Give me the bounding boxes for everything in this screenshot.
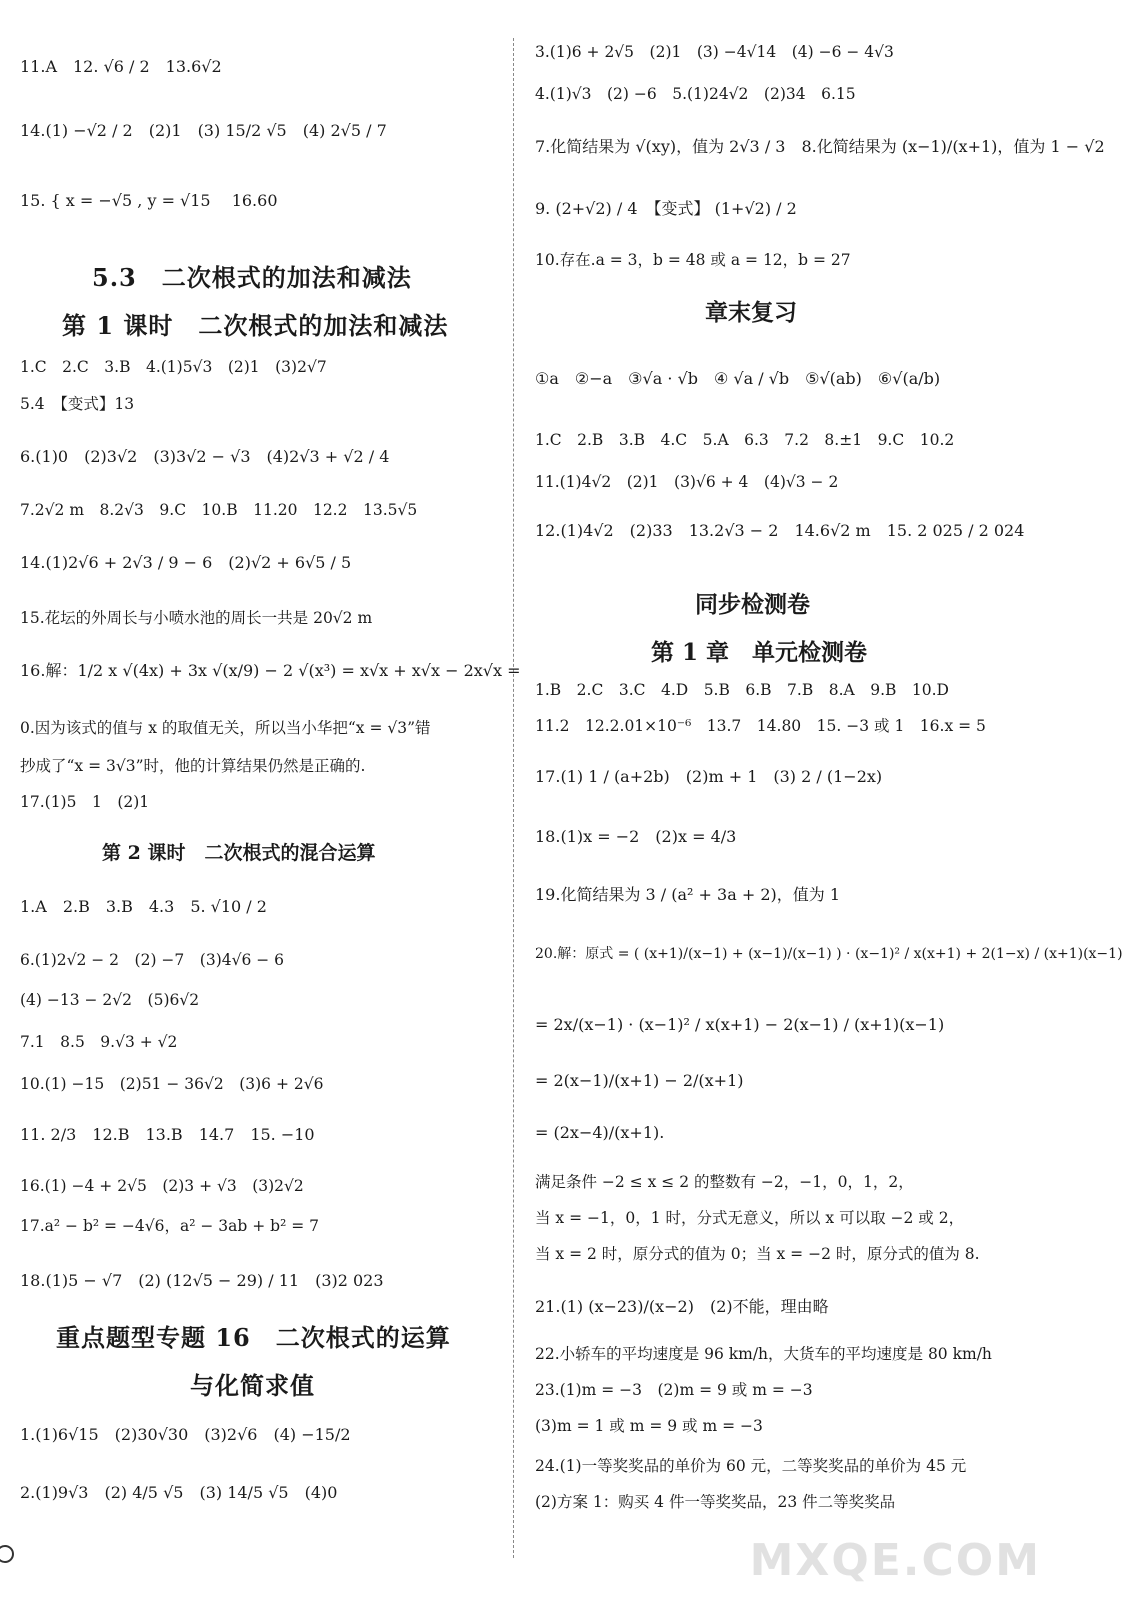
answer-line: 6.(1)2√2 − 2 (2) −7 (3)4√6 − 6 <box>20 951 285 969</box>
section-title: 章末复习 <box>705 299 797 326</box>
answer-line: 当 x = 2 时，原分式的值为 0；当 x = −2 时，原分式的值为 8. <box>535 1245 980 1263</box>
answer-line: = (2x−4)/(x+1). <box>535 1123 665 1142</box>
answer-line: 抄成了“x = 3√3”时，他的计算结果仍然是正确的. <box>20 757 366 775</box>
answer-line: 满足条件 −2 ≤ x ≤ 2 的整数有 −2，−1，0，1，2， <box>535 1173 914 1191</box>
answer-line: (2)方案 1：购买 4 件一等奖奖品，23 件二等奖奖品 <box>535 1493 896 1511</box>
answer-line: 11.A 12. √6 / 2 13.6√2 <box>20 57 222 76</box>
answer-line: = 2x/(x−1) · (x−1)² / x(x+1) − 2(x−1) / (x+1)(x−1) <box>535 1015 945 1034</box>
answer-line: 7.2√2 m 8.2√3 9.C 10.B 11.20 12.2 13.5√5 <box>20 501 418 519</box>
answer-line: 11.2 12.2.01×10⁻⁶ 13.7 14.80 15. −3 或 1 16.x = 5 <box>535 717 986 735</box>
section-title: 同步检测卷 <box>695 591 810 618</box>
answer-line: 17.a² − b² = −4√6，a² − 3ab + b² = 7 <box>20 1217 320 1235</box>
answer-line: 20.解：原式 = ( (x+1)/(x−1) + (x−1)/(x−1) ) · (x−1)² / x(x+1) + 2(1−x) / (x+1)(x−1) <box>535 946 1123 962</box>
answer-line: 当 x = −1，0，1 时，分式无意义，所以 x 可以取 −2 或 2， <box>535 1209 965 1227</box>
answer-line: 23.(1)m = −3 (2)m = 9 或 m = −3 <box>535 1381 813 1399</box>
answer-line: 3.(1)6 + 2√5 (2)1 (3) −4√14 (4) −6 − 4√3 <box>535 43 894 61</box>
lesson-title: 第 1 课时 二次根式的加法和减法 <box>62 311 449 340</box>
answer-line: 15. { x = −√5 , y = √15 16.60 <box>20 191 278 210</box>
answer-line: 1.A 2.B 3.B 4.3 5. √10 / 2 <box>20 897 267 916</box>
column-divider <box>513 38 514 1558</box>
topic-title: 重点题型专题 16 二次根式的运算 <box>56 1323 451 1352</box>
answer-line: 2.(1)9√3 (2) 4/5 √5 (3) 14/5 √5 (4)0 <box>20 1483 338 1502</box>
answer-line: 11. 2/3 12.B 13.B 14.7 15. −10 <box>20 1125 315 1144</box>
answer-line: 19.化简结果为 3 / (a² + 3a + 2)，值为 1 <box>535 885 841 904</box>
section-title: 5.3 二次根式的加法和减法 <box>92 263 412 292</box>
answer-line: 5.4 【变式】13 <box>20 395 135 413</box>
answer-line: 14.(1) −√2 / 2 (2)1 (3) 15/2 √5 (4) 2√5 / 7 <box>20 121 387 140</box>
answer-line: 10.存在.a = 3，b = 48 或 a = 12，b = 27 <box>535 251 851 269</box>
answer-line: 1.C 2.C 3.B 4.(1)5√3 (2)1 (3)2√7 <box>20 358 327 376</box>
answer-line: 18.(1)5 − √7 (2) (12√5 − 29) / 11 (3)2 023 <box>20 1271 384 1290</box>
answer-line: = 2(x−1)/(x+1) − 2/(x+1) <box>535 1071 744 1090</box>
page-number-marker <box>0 1545 14 1563</box>
answer-line: ①a ②−a ③√a · √b ④ √a / √b ⑤√(ab) ⑥√(a/b) <box>535 369 941 388</box>
answer-line: 11.(1)4√2 (2)1 (3)√6 + 4 (4)√3 − 2 <box>535 473 839 491</box>
answer-line: 7.化简结果为 √(xy)，值为 2√3 / 3 8.化简结果为 (x−1)/(x+1)，值为 1 − √2 <box>535 137 1105 156</box>
answer-line: (4) −13 − 2√2 (5)6√2 <box>20 991 200 1009</box>
watermark-logo: MXQE.COM <box>749 1535 1041 1586</box>
answer-line: 16.(1) −4 + 2√5 (2)3 + √3 (3)2√2 <box>20 1177 304 1195</box>
answer-line: 16.解：1/2 x √(4x) + 3x √(x/9) − 2 √(x³) = x√x + x√x − 2x√x = <box>20 661 521 680</box>
answer-line: (3)m = 1 或 m = 9 或 m = −3 <box>535 1417 763 1435</box>
topic-title: 与化简求值 <box>190 1371 315 1400</box>
answer-line: 0.因为该式的值与 x 的取值无关，所以当小华把“x = √3”错 <box>20 719 431 737</box>
section-title: 第 1 章 单元检测卷 <box>651 639 868 666</box>
answer-line: 12.(1)4√2 (2)33 13.2√3 − 2 14.6√2 m 15. 2 025 / 2 024 <box>535 521 1025 540</box>
answer-line: 4.(1)√3 (2) −6 5.(1)24√2 (2)34 6.15 <box>535 85 856 103</box>
lesson-title: 第 2 课时 二次根式的混合运算 <box>102 842 376 864</box>
answer-line: 1.(1)6√15 (2)30√30 (3)2√6 (4) −15/2 <box>20 1425 351 1444</box>
answer-line: 7.1 8.5 9.√3 + √2 <box>20 1033 178 1051</box>
answer-line: 24.(1)一等奖奖品的单价为 60 元，二等奖奖品的单价为 45 元 <box>535 1457 967 1475</box>
answer-line: 14.(1)2√6 + 2√3 / 9 − 6 (2)√2 + 6√5 / 5 <box>20 553 352 572</box>
answer-line: 17.(1) 1 / (a+2b) (2)m + 1 (3) 2 / (1−2x) <box>535 767 883 786</box>
answer-line: 21.(1) (x−23)/(x−2) (2)不能，理由略 <box>535 1297 829 1316</box>
answer-line: 1.C 2.B 3.B 4.C 5.A 6.3 7.2 8.±1 9.C 10.2 <box>535 431 955 449</box>
answer-line: 10.(1) −15 (2)51 − 36√2 (3)6 + 2√6 <box>20 1075 324 1093</box>
answer-line: 6.(1)0 (2)3√2 (3)3√2 − √3 (4)2√3 + √2 / 4 <box>20 447 390 466</box>
answer-line: 9. (2+√2) / 4 【变式】 (1+√2) / 2 <box>535 199 797 218</box>
answer-line: 18.(1)x = −2 (2)x = 4/3 <box>535 827 737 846</box>
answer-line: 17.(1)5 1 (2)1 <box>20 793 150 811</box>
answer-line: 15.花坛的外周长与小喷水池的周长一共是 20√2 m <box>20 609 373 627</box>
answer-line: 22.小轿车的平均速度是 96 km/h，大货车的平均速度是 80 km/h <box>535 1345 992 1363</box>
answer-line: 1.B 2.C 3.C 4.D 5.B 6.B 7.B 8.A 9.B 10.D <box>535 681 949 699</box>
